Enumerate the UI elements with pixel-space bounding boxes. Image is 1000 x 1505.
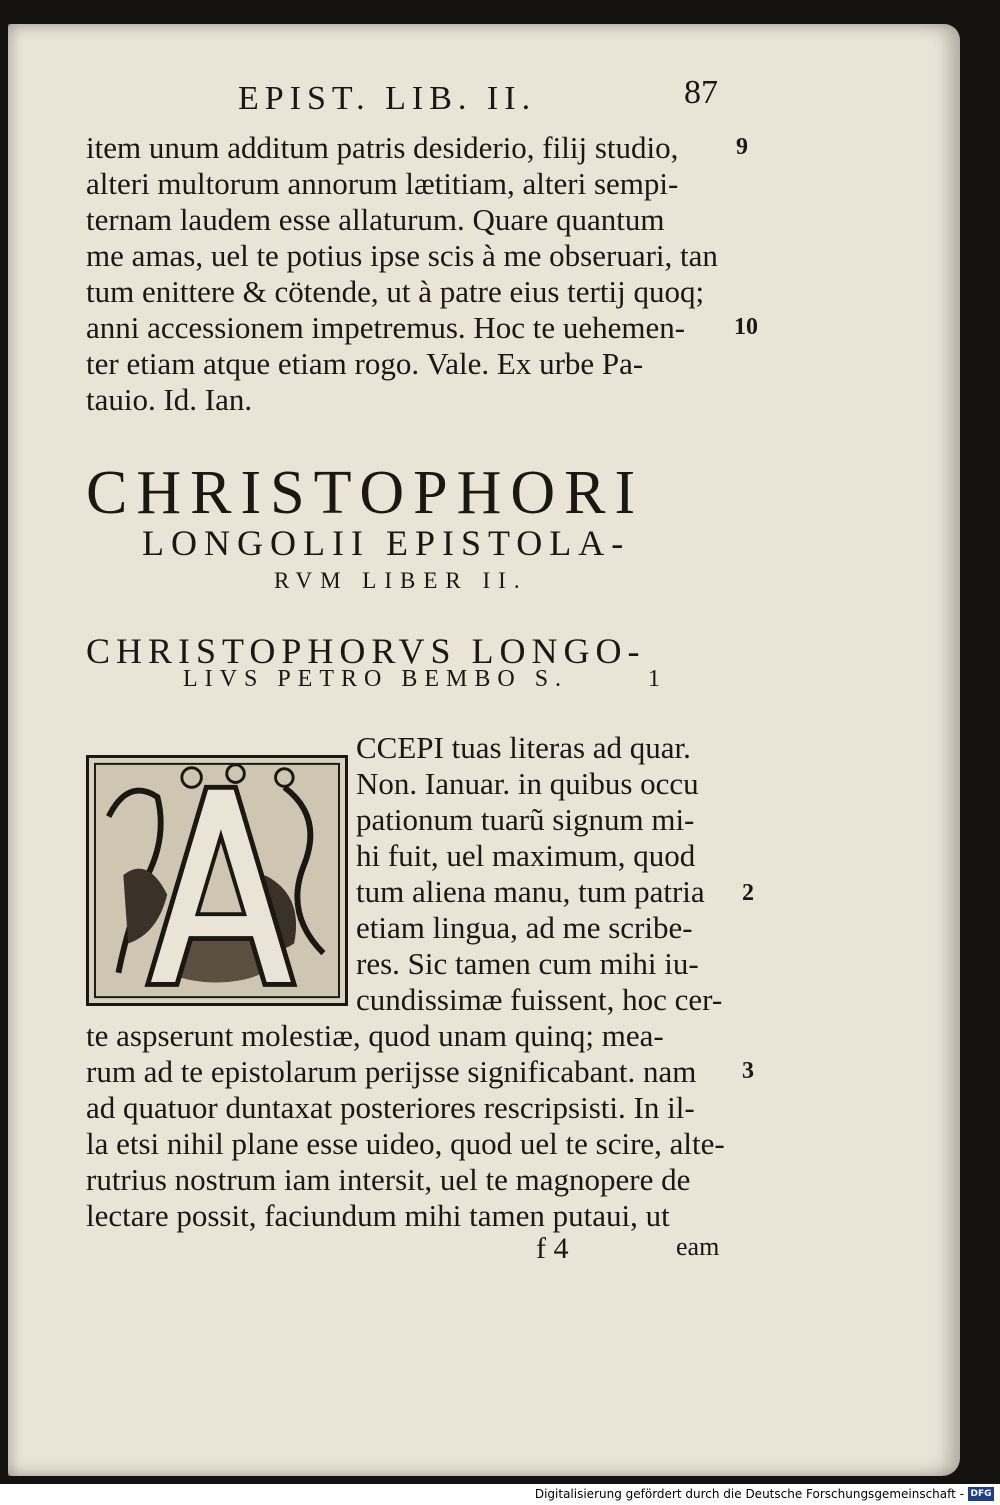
text-line: pationum tuarũ signum mi- [356,802,695,837]
page-number: 87 [684,74,718,111]
text-line: item unum additum patris desiderio, filij studio, [86,130,679,165]
book-title-line-3: RVM LIBER II. [274,568,528,593]
text-line: res. Sic tamen cum mihi iu- [356,946,699,981]
book-title-line-2: LONGOLII EPISTOLA- [142,523,631,563]
letter-number: 1 [648,666,667,692]
margin-number: 9 [736,134,748,160]
funding-notice: Digitalisierung gefördert durch die Deutsche Forschungsgemeinschaft - [534,1487,964,1501]
text-line: la etsi nihil plane esse uideo, quod uel te scire, alte- [86,1126,725,1161]
woodcut-initial-illustration [89,758,345,1003]
running-head: EPIST. LIB. II. [238,80,537,117]
text-line: ad quatuor duntaxat posteriores rescripsisti. In il- [86,1090,695,1125]
text-line: ter etiam atque etiam rogo. Vale. Ex urbe Pa- [86,346,644,381]
text-line: Non. Ianuar. in quibus occu [356,766,699,801]
text-line: rum ad te epistolarum perijsse significabant. nam [86,1054,697,1089]
text-line: tauio. Id. Ian. [86,382,253,417]
letter-heading-line-1: CHRISTOPHORVS LONGO- [86,631,646,671]
margin-number: 2 [742,880,754,906]
text-line: tum aliena manu, tum patria [356,874,705,909]
signature-mark: f 4 [536,1232,569,1265]
text-line: cundissimæ fuissent, hoc cer- [356,982,723,1017]
text-line: te aspserunt molestiæ, quod unam quinq; mea- [86,1018,664,1053]
margin-number: 10 [734,314,758,340]
text-line: alteri multorum annorum lætitiam, alteri sempi- [86,166,679,201]
woodcut-initial [86,755,348,1006]
text-line: lectare possit, faciundum mihi tamen putaui, ut [86,1198,670,1233]
dfg-logo: DFG [968,1487,994,1501]
book-title-line-1: CHRISTOPHORI [86,459,645,527]
text-line: rutrius nostrum iam intersit, uel te magnopere de [86,1162,691,1197]
text-line: tum enittere & cötende, ut à patre eius tertij quoq; [86,274,705,309]
text-line: me amas, uel te potius ipse scis à me obseruari, tan [86,238,718,273]
text-line: ternam laudem esse allaturum. Quare quantum [86,202,665,237]
margin-number: 3 [742,1058,754,1084]
text-line: hi fuit, uel maximum, quod [356,838,696,873]
text-line: etiam lingua, ad me scribe- [356,910,693,945]
footer-bar [0,1484,1000,1505]
catchword: eam [676,1232,720,1261]
letter-heading-line-2: LIVS PETRO BEMBO S. [183,666,569,692]
text-line: CCEPI tuas literas ad quar. [356,730,691,765]
text-line: anni accessionem impetremus. Hoc te uehemen- [86,310,686,345]
